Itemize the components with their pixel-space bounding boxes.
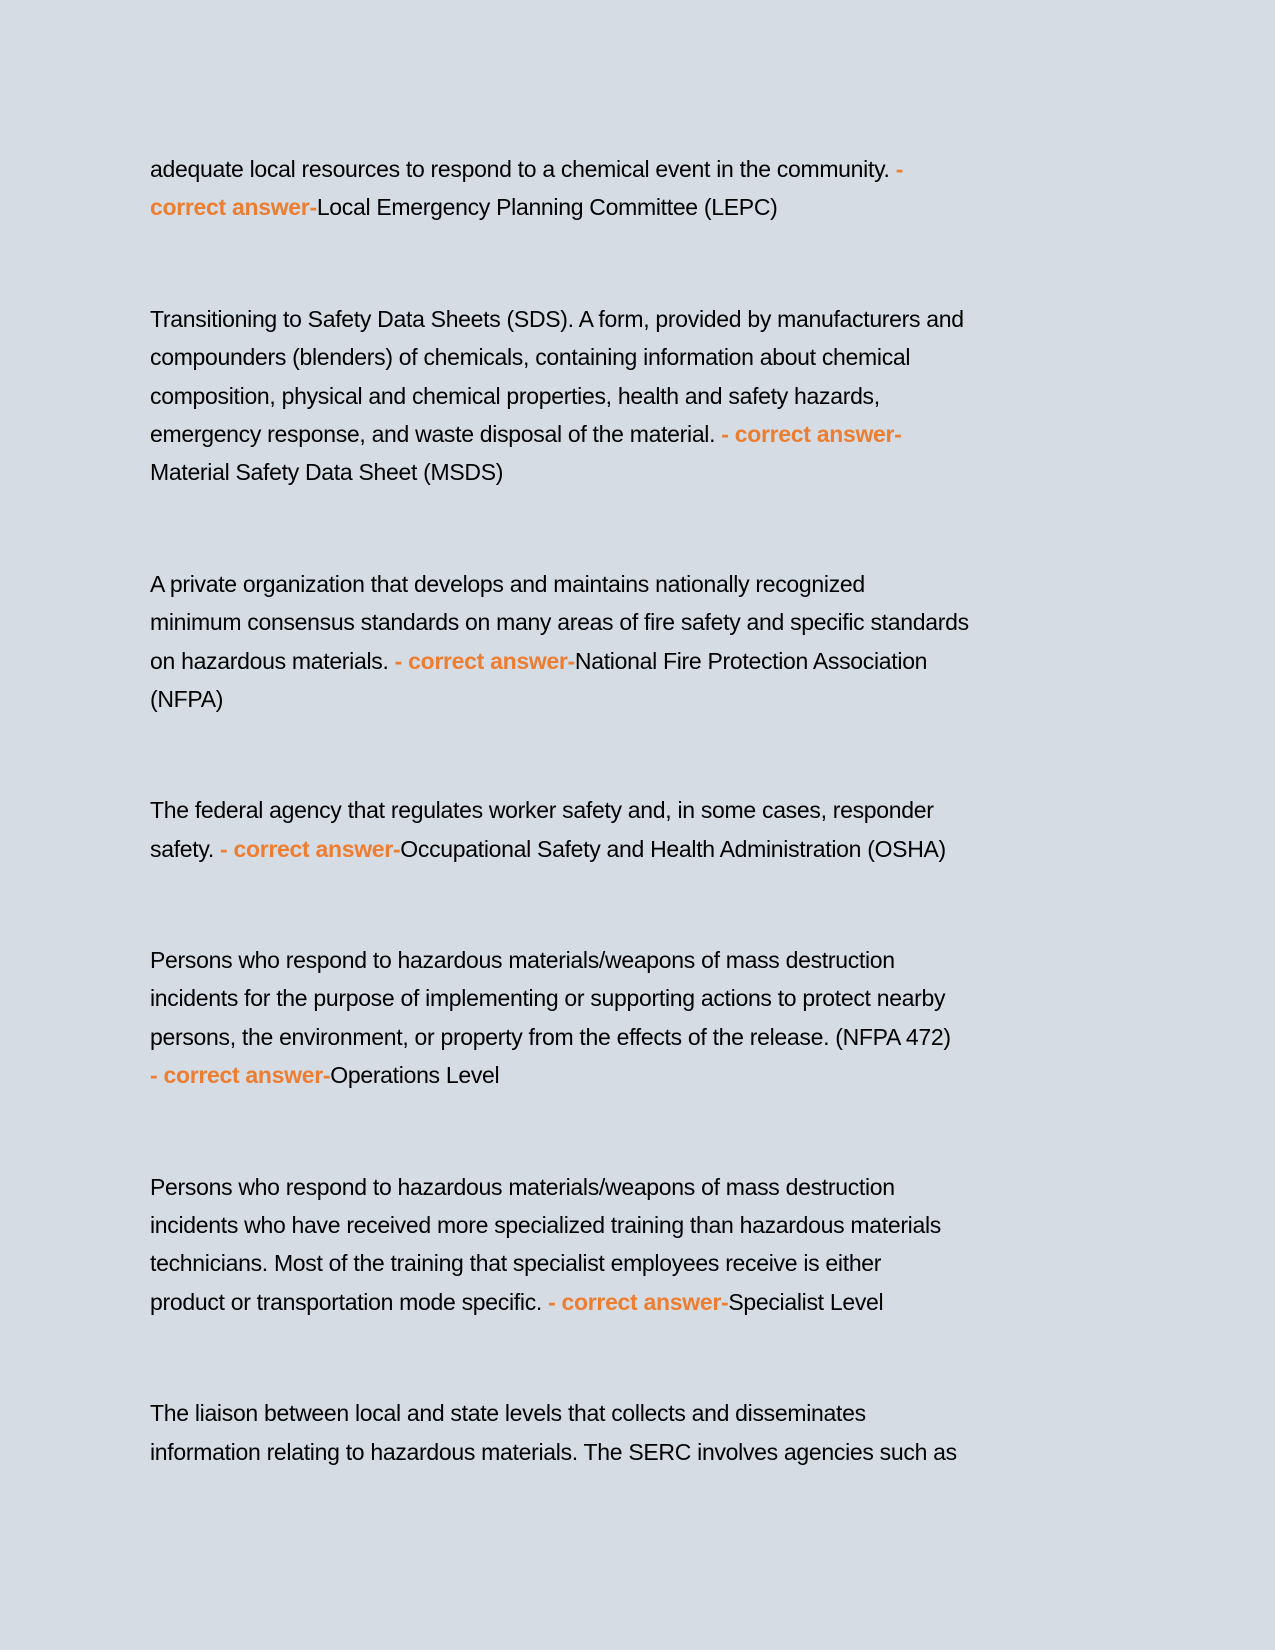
correct-answer-marker: correct answer- xyxy=(150,194,317,221)
text-line xyxy=(150,150,1150,188)
correct-answer-marker: - correct answer- xyxy=(220,835,401,862)
correct-answer-marker: - correct answer- xyxy=(548,1288,729,1315)
qa-paragraph xyxy=(150,1168,1150,1322)
text-segment: Operations Level xyxy=(330,1062,500,1089)
text-segment: Persons who respond to hazardous materials/weapons of mass destruction xyxy=(150,947,895,974)
text-line xyxy=(150,1056,1150,1094)
text-segment: Specialist Level xyxy=(728,1288,884,1315)
text-segment: composition, physical and chemical properties, health and safety hazards, xyxy=(150,382,880,409)
text-line xyxy=(150,300,1150,338)
text-line xyxy=(150,1394,1150,1432)
qa-paragraph xyxy=(150,941,1150,1095)
text-segment: safety. xyxy=(150,835,221,862)
text-line xyxy=(150,338,1150,376)
correct-answer-marker: - xyxy=(895,156,904,182)
text-line xyxy=(150,830,1150,868)
text-segment: minimum consensus standards on many areas of fire safety and specific standards xyxy=(150,609,969,636)
text-line xyxy=(150,415,1150,453)
text-line xyxy=(150,603,1150,641)
text-segment: incidents who have received more specialized training than hazardous materials xyxy=(150,1212,941,1239)
qa-paragraph xyxy=(150,565,1150,719)
qa-paragraph xyxy=(150,150,1150,227)
text-segment: Material Safety Data Sheet (MSDS) xyxy=(150,459,504,486)
text-line xyxy=(150,1283,1150,1321)
text-segment: adequate local resources to respond to a chemical event in the community. xyxy=(150,156,896,182)
text-line xyxy=(150,1244,1150,1282)
qa-paragraph xyxy=(150,1394,1150,1471)
text-line xyxy=(150,1018,1150,1056)
text-segment: Persons who respond to hazardous materials/weapons of mass destruction xyxy=(150,1173,895,1200)
text-line xyxy=(150,642,1150,680)
text-segment: Local Emergency Planning Committee (LEPC) xyxy=(316,194,778,221)
document-page xyxy=(150,150,1150,1544)
text-line xyxy=(150,1433,1150,1471)
qa-paragraph xyxy=(150,791,1150,868)
text-line xyxy=(150,565,1150,603)
text-segment: compounders (blenders) of chemicals, containing information about chemical xyxy=(150,344,911,371)
text-segment: information relating to hazardous materials. The SERC involves agencies such as xyxy=(150,1438,957,1465)
text-segment: Occupational Safety and Health Administration (OSHA) xyxy=(400,835,946,862)
text-segment: National Fire Protection Association xyxy=(574,647,928,674)
text-line xyxy=(150,1168,1150,1206)
text-line xyxy=(150,680,1150,718)
correct-answer-marker: - correct answer- xyxy=(721,420,902,447)
text-segment: The liaison between local and state levels that collects and disseminates xyxy=(150,1400,866,1427)
text-segment: technicians. Most of the training that specialist employees receive is either xyxy=(150,1250,882,1277)
text-segment: A private organization that develops and maintains nationally recognized xyxy=(150,570,865,597)
text-line xyxy=(150,941,1150,979)
text-segment: emergency response, and waste disposal of the material. xyxy=(150,420,722,447)
text-line xyxy=(150,188,1150,226)
correct-answer-marker: - correct answer- xyxy=(394,647,575,674)
text-line xyxy=(150,791,1150,829)
text-segment: persons, the environment, or property from the effects of the release. (NFPA 472) xyxy=(150,1023,951,1050)
text-line xyxy=(150,377,1150,415)
text-segment: product or transportation mode specific. xyxy=(150,1288,549,1315)
text-segment: Transitioning to Safety Data Sheets (SDS). A form, provided by manufacturers and xyxy=(150,305,964,332)
qa-paragraph xyxy=(150,300,1150,492)
correct-answer-marker: - correct answer- xyxy=(150,1062,331,1089)
text-segment: on hazardous materials. xyxy=(150,647,395,674)
text-line xyxy=(150,979,1150,1017)
text-segment: incidents for the purpose of implementing or supporting actions to protect nearby xyxy=(150,985,946,1012)
text-line xyxy=(150,453,1150,491)
text-line xyxy=(150,1206,1150,1244)
text-segment: The federal agency that regulates worker safety and, in some cases, responder xyxy=(150,797,934,824)
text-segment: (NFPA) xyxy=(150,685,224,712)
